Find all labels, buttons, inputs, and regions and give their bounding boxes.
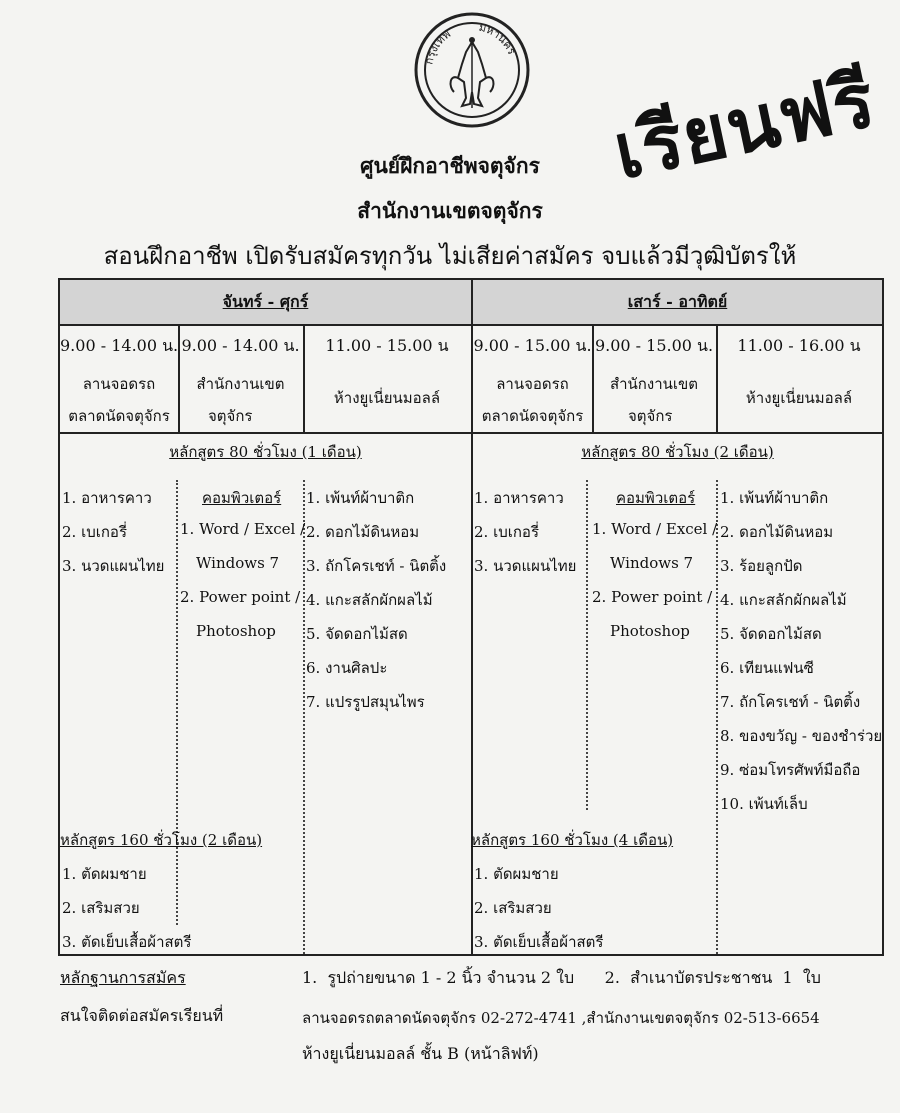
contact-label: สนใจติดต่อสมัครเรียนที่ [60, 1006, 224, 1025]
seal-text-left: กรุงเทพ [422, 27, 454, 66]
contact-line-2: ห้างยูเนี่ยนมอลล์ ชั้น B (หน้าลิฟท์) [302, 1044, 539, 1063]
contact-line-1: ลานจอดรถตลาดนัดจตุจักร 02-272-4741 ,สำนักงานเขตจตุจักร 02-513-6654 [302, 1009, 820, 1027]
header-divider [60, 324, 882, 326]
slot-time: 11.00 - 15.00 น [325, 336, 449, 355]
list-item: Photoshop [610, 622, 690, 640]
list-item: 4. แกะสลักผักผลไม้ [306, 591, 433, 609]
list-item: 1. เพ้นท์ผ้าบาติก [306, 489, 415, 507]
slot-place: จตุจักร [208, 407, 253, 425]
svg-text:กรุงเทพ [422, 27, 453, 65]
slot-time: 11.00 - 16.00 น [737, 336, 861, 355]
column-divider [716, 480, 718, 954]
list-item: 3. ตัดเย็บเสื้อผ้าสตรี [474, 933, 604, 951]
slot-time: 9.00 - 15.00 น. [473, 336, 592, 355]
tagline: สอนฝึกอาชีพ เปิดรับสมัครทุกวัน ไม่เสียค่าสมัคร จบแล้วมีวุฒิบัตรให้ [103, 242, 797, 270]
list-item: 1. ตัดผมชาย [62, 865, 147, 883]
schedule-table [58, 278, 884, 956]
list-item: 10. เพ้นท์เล็บ [720, 795, 808, 813]
list-item: 6. งานศิลปะ [306, 659, 388, 677]
slot-place: ตลาดนัดจตุจักร [68, 407, 170, 425]
list-item: 5. จัดดอกไม้สด [720, 625, 822, 643]
office-name: สำนักงานเขตจตุจักร [357, 198, 543, 223]
docs-text: 1. รูปถ่ายขนาด 1 - 2 นิ้ว จำนวน 2 ใบ 2. สำเนาบัตรประชาชน 1 ใบ [302, 968, 821, 987]
list-item: 3. ตัดเย็บเสื้อผ้าสตรี [62, 933, 192, 951]
list-item: 1. อาหารคาว [62, 489, 152, 507]
weekday-course160-title: หลักสูตร 160 ชั่วโมง (2 เดือน) [60, 831, 263, 849]
list-item: 7. แปรรูปสมุนไพร [306, 693, 425, 711]
list-item: 2. ดอกไม้ดินหอม [720, 523, 834, 541]
list-item: 1. ตัดผมชาย [474, 865, 559, 883]
list-item: 6. เทียนแฟนซี [720, 659, 814, 677]
list-item: 3. ร้อยลูกปัด [720, 557, 803, 575]
slot-place: สำนักงานเขต [609, 375, 699, 393]
list-item: 2. เบเกอรี่ [62, 523, 128, 541]
list-item: 4. แกะสลักผักผลไม้ [720, 591, 847, 609]
weekend-course160-title: หลักสูตร 160 ชั่วโมง (4 เดือน) [471, 831, 674, 849]
weekday-title: จันทร์ - ศุกร์ [222, 292, 309, 311]
computer-title: คอมพิวเตอร์ [616, 489, 696, 507]
list-item: 2. ดอกไม้ดินหอม [306, 523, 420, 541]
slot-place: ห้างยูเนี่ยนมอลล์ [745, 389, 853, 407]
list-item: Photoshop [196, 622, 276, 640]
list-item: 3. ถักโครเชท์ - นิตติ้ง [306, 557, 447, 575]
slot-place: สำนักงานเขต [196, 375, 285, 393]
list-item: 2. เสริมสวย [474, 899, 552, 917]
slots-divider [60, 432, 882, 434]
list-item: 7. ถักโครเชท์ - นิตติ้ง [720, 693, 861, 711]
list-item: 5. จัดดอกไม้สด [306, 625, 408, 643]
slot-place: ห้างยูเนี่ยนมอลล์ [333, 389, 441, 407]
list-item: Windows 7 [196, 554, 280, 572]
slot-place: จตุจักร [628, 407, 673, 425]
list-item: 3. นวดแผนไทย [474, 557, 577, 575]
slot-place: ตลาดนัดจตุจักร [481, 407, 584, 425]
list-item: 2. Power point / [592, 588, 713, 606]
bangkok-seal-logo [414, 12, 530, 128]
list-item: 2. Power point / [180, 588, 301, 606]
slot-time: 9.00 - 14.00 น. [60, 336, 179, 355]
column-divider [586, 480, 588, 810]
slot-place: ลานจอดรถ [496, 375, 569, 393]
slot-time: 9.00 - 14.00 น. [181, 336, 300, 355]
list-item: 2. เบเกอรี่ [474, 523, 540, 541]
list-item: 1. Word / Excel / [180, 520, 306, 538]
docs-label: หลักฐานการสมัคร [60, 968, 186, 987]
computer-title: คอมพิวเตอร์ [202, 489, 282, 507]
center-name: ศูนย์ฝึกอาชีพจตุจักร [360, 153, 540, 178]
slot-place: ลานจอดรถ [82, 375, 156, 393]
slot-time: 9.00 - 15.00 น. [594, 336, 714, 355]
weekday-course80-title: หลักสูตร 80 ชั่วโมง (1 เดือน) [169, 443, 362, 461]
seal-text-right: มหานคร [477, 20, 519, 57]
list-item: 1. Word / Excel / [592, 520, 718, 538]
column-divider [176, 480, 178, 925]
column-divider [303, 480, 305, 954]
svg-text:มหานคร [478, 21, 519, 57]
list-item: 2. เสริมสวย [62, 899, 140, 917]
weekend-course80-title: หลักสูตร 80 ชั่วโมง (2 เดือน) [581, 443, 774, 461]
list-item: 3. นวดแผนไทย [62, 557, 165, 575]
list-item: 1. เพ้นท์ผ้าบาติก [720, 489, 829, 507]
list-item: Windows 7 [610, 554, 694, 572]
list-item: 9. ซ่อมโทรศัพท์มือถือ [720, 761, 861, 779]
list-item: 8. ของขวัญ - ของชำร่วย [720, 727, 883, 745]
list-item: 1. อาหารคาว [474, 489, 564, 507]
weekend-title: เสาร์ - อาทิตย์ [627, 292, 728, 311]
free-label: เรียนฟรี [606, 54, 883, 197]
